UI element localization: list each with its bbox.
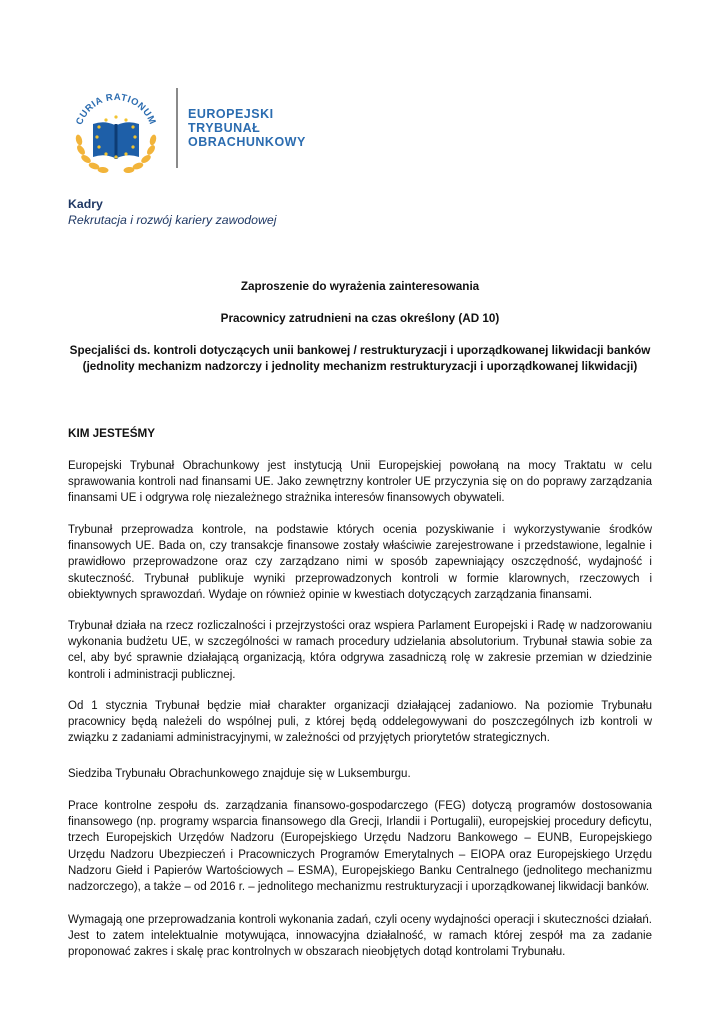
emblem-arc-text: CURIA RATIONUM — [74, 91, 158, 127]
document-title: Zaproszenie do wyrażenia zainteresowania — [240, 280, 480, 293]
paragraph: Prace kontrolne zespołu ds. zarządzania finansowo-gospodarczego (FEG) dotyczą programów dostosowania finansowego (np. programy wsparcia finansowego dla Grecji, Irlandii i Portugalii), europejskiej procedury deficytu, trzech Europejskich Urzędów Nadzoru (Europejskiego Urzędu Nadzoru Bankowego – EUNB, Europejskiego Urzędu Nadzoru Ubezpieczeń i Pracowniczych Programów Emerytalnych – EIOPA oraz Europejskiego Urzędu Nadzoru Giełd i Papierów Wartościowych – ESMA), Europejskiego Banku Centralnego (jednolitego mechanizmu nadzorczego), a także – od 2016 r. – jednolitego mechanizmu restrukturyzacji i uporządkowanej likwidacji banków. — [68, 800, 652, 894]
department-title: Kadry — [68, 197, 103, 211]
position-title: Specjaliści ds. kontroli dotyczących unii bankowej / restrukturyzacji i uporządkowanej likwidacji banków (jednolity mechanizm nadzorczy i jednolity mechanizm restrukturyzacji i uporządkowanej likwidacji) — [69, 344, 651, 373]
paragraph: Siedziba Trybunału Obrachunkowego znajduje się w Luksemburgu. — [68, 768, 411, 780]
paragraph: Wymagają one przeprowadzania kontroli wykonania zadań, czyli oceny wydajności operacji i skuteczności działań. Jest to zatem intelektualnie motywująca, innowacyjna działalność, w ramach której zespół ma za zadanie proponować zakres i skalę prac kontrolnych w obszarach nieobjętych dotąd kontrolami Trybunału. — [68, 914, 652, 959]
institution-name-line3: OBRACHUNKOWY — [188, 135, 306, 149]
logo-divider — [176, 88, 178, 168]
department-subtitle: Rekrutacja i rozwój kariery zawodowej — [68, 213, 277, 227]
institution-name-line2: TRYBUNAŁ — [188, 121, 261, 135]
paragraph: Trybunał przeprowadza kontrole, na podstawie których ocenia pozyskiwanie i wykorzystywanie środków finansowych UE. Bada on, czy transakcje finansowe zostały właściwie zarejestrowane i przedstawione, legalnie i prawidłowo przeprowadzone oraz czy zarządzano nimi w sposób zapewniający oszczędność, wydajność i skuteczność. Trybunał publikuje wyniki przeprowadzonych kontroli w formie klarownych, rzeczowych i obiektywnych sprawozdań. Wydaje on również opinie w kwestiach dotyczących zarządzania finansami. — [68, 524, 652, 601]
document-subtitle: Pracownicy zatrudnieni na czas określony (AD 10) — [220, 312, 500, 325]
paragraph: Trybunał działa na rzecz rozliczalności i przejrzystości oraz wspiera Parlament Europejski i Radę w nadzorowaniu wykonania budżetu UE, w szczególności w ramach procedury udzielania absolutorium. Trybunał stawia sobie za cel, aby być sprawnie działającą organizacją, która odgrywa zasadniczą rolę w zakresie przemian w dziedzinie kontroli i administracji publicznej. — [68, 620, 652, 681]
paragraph: Europejski Trybunał Obrachunkowy jest instytucją Unii Europejskiej powołaną na mocy Traktatu w celu sprawowania kontroli nad finansami UE. Jako zewnętrzny kontroler UE przyczynia się on do poprawy zarządzania finansami UE i odgrywa rolę niezależnego strażnika interesów finansowych obywateli. — [68, 460, 652, 505]
paragraph: Od 1 stycznia Trybunał będzie miał charakter organizacji działającej zadaniowo. Na poziomie Trybunału pracownicy będą należeli do wspólnej puli, z której będą oddelegowywani do poszczególnych izb kontroli w związku z zadaniami administracyjnymi, w zależności od przyjętych priorytetów strategicznych. — [68, 700, 652, 745]
institution-name-line1: EUROPEJSKI — [188, 107, 274, 121]
eca-emblem-icon — [66, 80, 166, 180]
department-block — [68, 196, 276, 228]
eca-logo — [66, 80, 326, 180]
section-heading: KIM JESTEŚMY — [68, 427, 156, 440]
institution-name — [188, 107, 306, 149]
